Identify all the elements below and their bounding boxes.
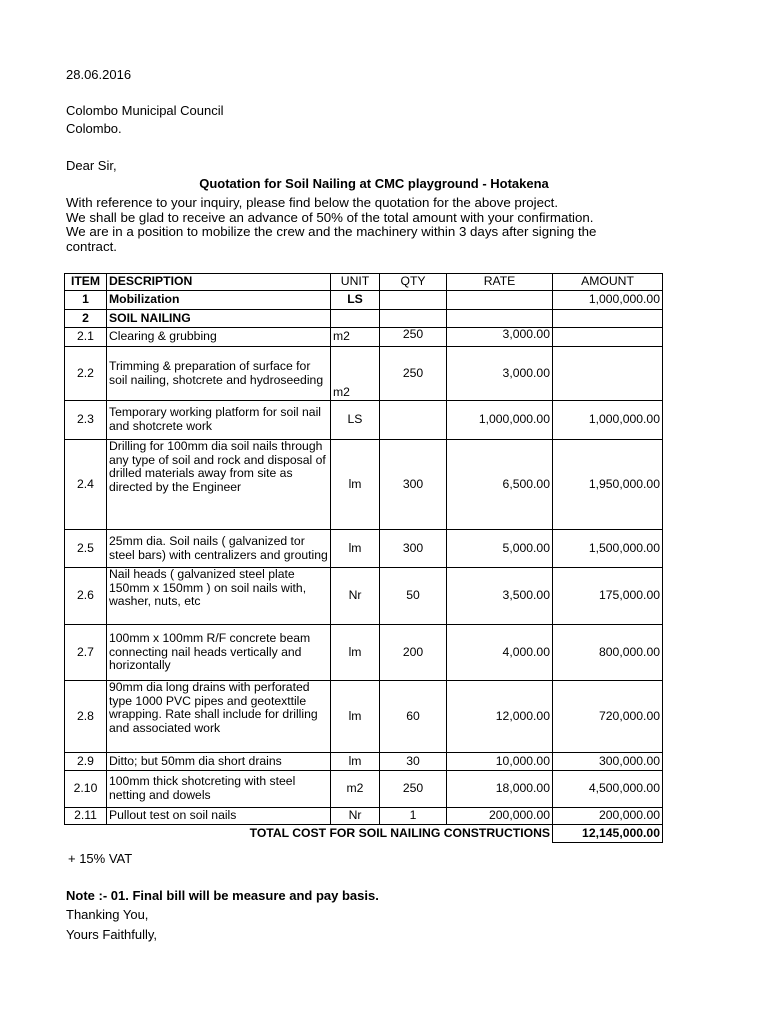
row-rate: 5,000.00 bbox=[447, 530, 553, 568]
row-amount: 1,500,000.00 bbox=[553, 530, 663, 568]
header-qty: QTY bbox=[380, 274, 447, 291]
letter-date: 28.06.2016 bbox=[66, 67, 132, 82]
quotation-table bbox=[64, 273, 663, 843]
row-amount bbox=[553, 328, 663, 347]
header-amount: AMOUNT bbox=[553, 274, 663, 291]
row-rate bbox=[447, 291, 553, 310]
row-rate bbox=[447, 310, 553, 328]
row-amount: 800,000.00 bbox=[553, 625, 663, 681]
row-description: 100mm thick shotcreting with steel netting and dowels bbox=[107, 771, 331, 808]
row-rate: 10,000.00 bbox=[447, 753, 553, 771]
vat-note: + 15% VAT bbox=[68, 851, 133, 866]
row-rate: 1,000,000.00 bbox=[447, 401, 553, 440]
row-amount: 720,000.00 bbox=[553, 681, 663, 753]
quotation-title: Quotation for Soil Nailing at CMC playground - Hotakena bbox=[199, 176, 549, 191]
row-qty: 250 bbox=[380, 347, 447, 401]
row-qty: 1 bbox=[380, 808, 447, 825]
row-item: 2.2 bbox=[65, 347, 107, 401]
row-description: Mobilization bbox=[107, 291, 331, 310]
header-item: ITEM bbox=[65, 274, 107, 291]
row-unit bbox=[331, 310, 380, 328]
row-rate: 3,500.00 bbox=[447, 568, 553, 625]
row-amount bbox=[553, 310, 663, 328]
row-unit: m2 bbox=[331, 347, 380, 401]
table-row bbox=[65, 808, 663, 825]
row-amount: 300,000.00 bbox=[553, 753, 663, 771]
recipient-line-1: Colombo Municipal Council bbox=[66, 103, 224, 118]
body-line-2: We shall be glad to receive an advance of 50% of the total amount with your confirmation. bbox=[66, 209, 594, 225]
header-unit: UNIT bbox=[331, 274, 380, 291]
row-item: 2.6 bbox=[65, 568, 107, 625]
row-item: 2 bbox=[65, 310, 107, 328]
row-amount bbox=[553, 347, 663, 401]
row-item: 2.7 bbox=[65, 625, 107, 681]
table-row bbox=[65, 568, 663, 625]
table-row bbox=[65, 530, 663, 568]
row-rate: 4,000.00 bbox=[447, 625, 553, 681]
recipient-line-2: Colombo. bbox=[66, 121, 122, 136]
table-row bbox=[65, 681, 663, 753]
header-description: DESCRIPTION bbox=[107, 274, 331, 291]
row-unit: Nr bbox=[331, 808, 380, 825]
row-qty: 30 bbox=[380, 753, 447, 771]
total-amount: 12,145,000.00 bbox=[553, 825, 663, 843]
row-amount: 4,500,000.00 bbox=[553, 771, 663, 808]
row-item: 2.4 bbox=[65, 440, 107, 530]
total-row bbox=[65, 825, 663, 843]
table-row bbox=[65, 328, 663, 347]
closing-thanks: Thanking You, bbox=[66, 907, 149, 922]
row-amount: 1,950,000.00 bbox=[553, 440, 663, 530]
table-row bbox=[65, 440, 663, 530]
body-line-1: With reference to your inquiry, please find below the quotation for the above project. bbox=[66, 195, 559, 210]
header-rate: RATE bbox=[447, 274, 553, 291]
row-rate: 3,000.00 bbox=[447, 347, 553, 401]
row-description: 90mm dia long drains with perforated type 1000 PVC pipes and geotexttile wrapping. Rate shall include for drilling and associated work bbox=[107, 681, 331, 753]
total-label: TOTAL COST FOR SOIL NAILING CONSTRUCTIONS bbox=[65, 825, 553, 843]
body-line-4: contract. bbox=[66, 238, 117, 254]
row-description: Ditto; but 50mm dia short drains bbox=[107, 753, 331, 771]
row-qty bbox=[380, 401, 447, 440]
row-unit: m2 bbox=[331, 328, 380, 347]
row-qty: 250 bbox=[380, 771, 447, 808]
table-row bbox=[65, 401, 663, 440]
row-amount: 1,000,000.00 bbox=[553, 401, 663, 440]
row-item: 2.8 bbox=[65, 681, 107, 753]
note: Note :- 01. Final bill will be measure and pay basis. bbox=[66, 888, 379, 903]
body-paragraph bbox=[66, 196, 666, 254]
row-description: Drilling for 100mm dia soil nails through any type of soil and rock and disposal of drilled materials away from site as directed by the Engineer bbox=[107, 440, 331, 530]
row-description: Clearing & grubbing bbox=[107, 328, 331, 347]
row-qty: 60 bbox=[380, 681, 447, 753]
table-row bbox=[65, 625, 663, 681]
row-description: Pullout test on soil nails bbox=[107, 808, 331, 825]
row-description: SOIL NAILING bbox=[107, 310, 331, 328]
table-row bbox=[65, 753, 663, 771]
row-qty: 50 bbox=[380, 568, 447, 625]
row-rate: 12,000.00 bbox=[447, 681, 553, 753]
row-unit: Nr bbox=[331, 568, 380, 625]
closing-yours: Yours Faithfully, bbox=[66, 927, 158, 942]
row-qty: 250 bbox=[380, 328, 447, 347]
salutation: Dear Sir, bbox=[66, 158, 117, 173]
row-rate: 6,500.00 bbox=[447, 440, 553, 530]
row-item: 1 bbox=[65, 291, 107, 310]
row-rate: 200,000.00 bbox=[447, 808, 553, 825]
row-qty bbox=[380, 310, 447, 328]
row-unit: lm bbox=[331, 625, 380, 681]
row-amount: 1,000,000.00 bbox=[553, 291, 663, 310]
row-description: Trimming & preparation of surface for soil nailing, shotcrete and hydroseeding bbox=[107, 347, 331, 401]
row-item: 2.5 bbox=[65, 530, 107, 568]
row-item: 2.9 bbox=[65, 753, 107, 771]
table-row bbox=[65, 291, 663, 310]
table-row bbox=[65, 347, 663, 401]
row-item: 2.1 bbox=[65, 328, 107, 347]
row-unit: m2 bbox=[331, 771, 380, 808]
row-unit: LS bbox=[331, 401, 380, 440]
row-description: 100mm x 100mm R/F concrete beam connecting nail heads vertically and horizontally bbox=[107, 625, 331, 681]
row-unit: lm bbox=[331, 681, 380, 753]
row-qty bbox=[380, 291, 447, 310]
row-rate: 3,000.00 bbox=[447, 328, 553, 347]
table-row bbox=[65, 771, 663, 808]
row-unit: LS bbox=[331, 291, 380, 310]
row-item: 2.11 bbox=[65, 808, 107, 825]
row-description: Nail heads ( galvanized steel plate 150mm x 150mm ) on soil nails with, washer, nuts, etc bbox=[107, 568, 331, 625]
row-qty: 300 bbox=[380, 530, 447, 568]
row-unit: lm bbox=[331, 530, 380, 568]
row-amount: 175,000.00 bbox=[553, 568, 663, 625]
row-amount: 200,000.00 bbox=[553, 808, 663, 825]
row-description: Temporary working platform for soil nail and shotcrete work bbox=[107, 401, 331, 440]
row-description: 25mm dia. Soil nails ( galvanized tor steel bars) with centralizers and grouting bbox=[107, 530, 331, 568]
table-row bbox=[65, 310, 663, 328]
row-item: 2.3 bbox=[65, 401, 107, 440]
row-qty: 300 bbox=[380, 440, 447, 530]
row-unit: lm bbox=[331, 440, 380, 530]
row-item: 2.10 bbox=[65, 771, 107, 808]
row-rate: 18,000.00 bbox=[447, 771, 553, 808]
table-header-row bbox=[65, 274, 663, 291]
row-unit: lm bbox=[331, 753, 380, 771]
body-line-3: We are in a position to mobilize the crew and the machinery within 3 days after signing the bbox=[66, 224, 597, 239]
row-qty: 200 bbox=[380, 625, 447, 681]
